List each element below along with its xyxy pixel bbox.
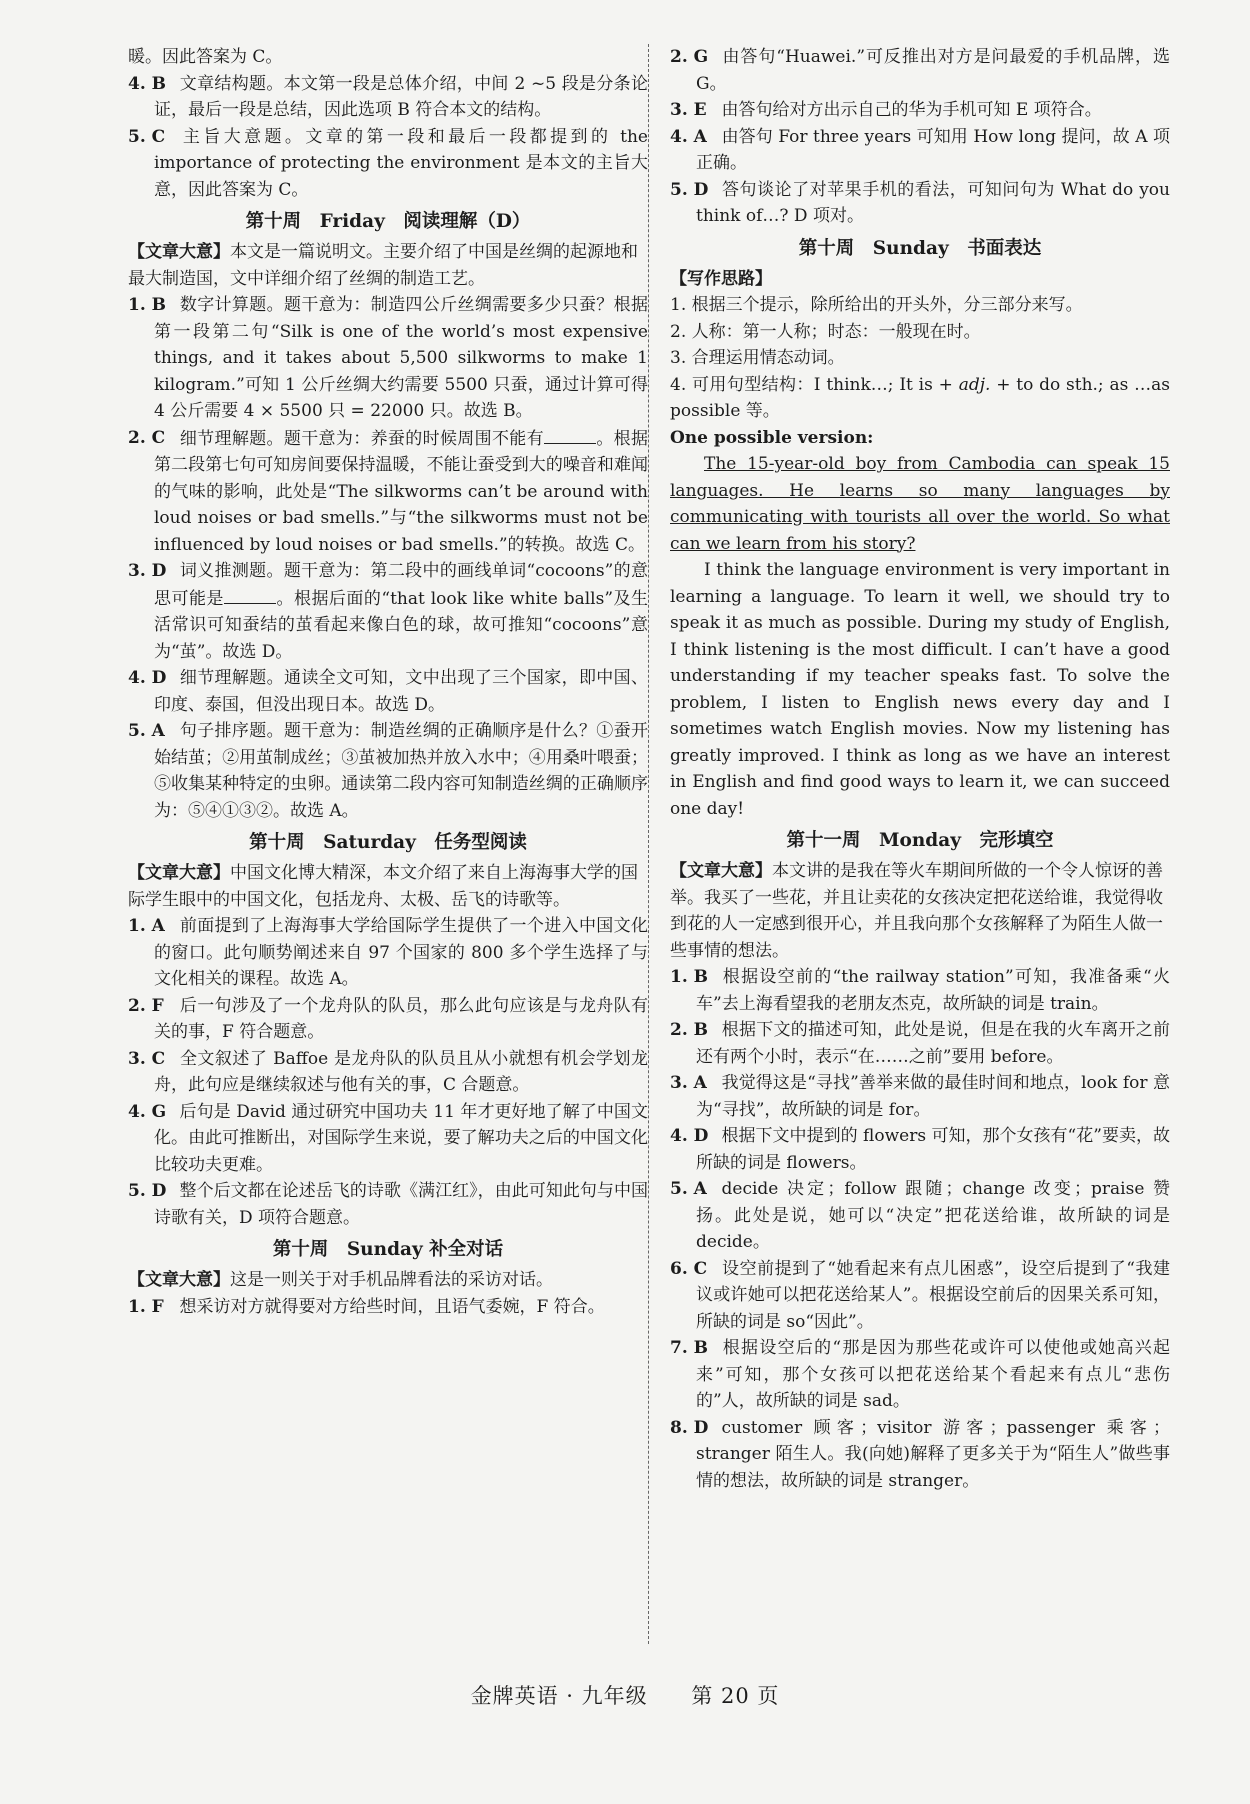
section-title-saturday: 第十周 Saturday 任务型阅读 (249, 832, 527, 853)
answer-text: 词义推测题。题干意为：第二段中的画线单词“cocoons”的意思可能是 (154, 561, 648, 609)
answer-text: 由答句 For three years 可知用 How long 提问，故 A 项正确。 (696, 126, 1170, 173)
answer-item (128, 1294, 648, 1321)
answer-item (128, 718, 648, 824)
writing-point: 2. 人称：第一人称；时态：一般现在时。 (670, 321, 981, 342)
summary-text: 本文讲的是我在等火车期间所做的一个令人惊讶的善举。我买了一些花，并且让卖花的女孩决定把花送给谁，我觉得收到花的人一定感到很开心，并且我向那个女孩解释了为陌生人做一些事情的想法。 (670, 861, 1163, 961)
answer-item (670, 177, 1170, 230)
article-summary (128, 239, 648, 292)
answer-text: 根据设空后的“那是因为那些花或许可以使他或她高兴起来”可知，那个女孩可以把花送给某个看起来有点儿“悲伤的”人，故所缺的词是 sad。 (696, 1338, 1170, 1411)
answer-number: 2. B (670, 1020, 709, 1040)
answer-number: 1. A (128, 916, 165, 936)
answer-number: 2. F (128, 995, 164, 1016)
intro-line: 暖。因此答案为 C。 (128, 47, 283, 67)
answer-text: 后句是 David 通过研究中国功夫 11 年才更好地了解了中国文化。由此可推断出，对国际学生来说，要了解功夫之后的中国文化比较功夫更难。 (154, 1101, 648, 1175)
answer-number: 1. B (670, 967, 709, 987)
answer-number: 4. A (670, 126, 707, 147)
answer-item (128, 1046, 648, 1099)
answer-item (670, 1123, 1170, 1176)
answer-number: 7. B (670, 1338, 709, 1358)
answer-text: 主旨大意题。文章的第一段和最后一段都提到的 the importance of protecting the environment 是本文的主旨大意，因此答案为 C。 (154, 126, 648, 200)
answer-number: 5. D (128, 1181, 167, 1201)
answer-item (670, 1017, 1170, 1070)
answer-item (128, 1178, 648, 1231)
book-title: 金牌英语 · 九年级 (470, 1684, 648, 1708)
article-summary (128, 1267, 648, 1294)
answer-item (128, 292, 648, 425)
answer-item (128, 913, 648, 993)
answer-text: 文章结构题。本文第一段是总体介绍，中间 2 ~5 段是分条论证，最后一段是总结，因此选项 B 符合本文的结构。 (154, 73, 648, 120)
blank-line (224, 585, 276, 604)
answer-text: 前面提到了上海海事大学给国际学生提供了一个进入中国文化的窗口。此句顺势阐述来自 97 个国家的 800 多个学生选择了与文化相关的课程。故选 A。 (154, 916, 648, 989)
writing-point (670, 372, 1170, 425)
answer-item (128, 124, 648, 204)
answer-text-cont: 。根据第二段第七句可知房间要保持温暖，不能让蚕受到大的噪音和难闻的气味的影响，此处是“The silkworms can’t be around with loud noises or bad smells.”与“the silkworms must not be influenced by loud noises or bad smells.”的转换。故选 C。 (154, 428, 649, 555)
answer-text: 细节理解题。题干意为：养蚕的时候周围不能有 (179, 428, 544, 449)
answer-number: 4. D (128, 668, 167, 688)
answer-number: 4. D (670, 1126, 709, 1146)
writing-point: 3. 合理运用情态动词。 (670, 348, 845, 368)
answer-number: 3. E (670, 100, 707, 120)
answer-item (128, 71, 648, 124)
answer-text: 我觉得这是“寻找”善举来做的最佳时间和地点，look for 意为“寻找”，故所缺的词是 for。 (696, 1073, 1170, 1120)
answer-number: 5. A (670, 1179, 707, 1199)
left-column (128, 44, 648, 1320)
summary-text: 这是一则关于对手机品牌看法的采访对话。 (230, 1270, 553, 1290)
answer-item (670, 1176, 1170, 1256)
answer-text: decide 决定；follow 跟随；change 改变；praise 赞扬。此处是说，她可以“决定”把花送给谁，故所缺的词是 decide。 (696, 1179, 1170, 1252)
section-title-friday: 第十周 Friday 阅读理解（D） (245, 211, 531, 232)
answer-text: 根据下文中提到的 flowers 可知，那个女孩有“花”要卖，故所缺的词是 flowers。 (696, 1126, 1170, 1173)
writing-tag: 【写作思路】 (670, 268, 772, 289)
answer-number: 3. C (128, 1048, 166, 1069)
answer-text: 设空前提到了“她看起来有点儿困惑”，设空后提到了“我建议或许她可以把花送给某人”。根据设空前后的因果关系可知，所缺的词是 so“因此”。 (696, 1258, 1170, 1332)
answer-number: 3. A (670, 1073, 707, 1093)
answer-text: 整个后文都在论述岳飞的诗歌《满江红》，由此可知此句与中国诗歌有关，D 项符合题意。 (154, 1181, 648, 1228)
writing-point-text-cont: + to do sth.; as …as possible 等。 (670, 374, 1170, 421)
article-summary (128, 860, 648, 913)
answer-item (670, 1335, 1170, 1415)
answer-text: 答句谈论了对苹果手机的看法，可知问句为 What do you think of…? D 项对。 (696, 179, 1170, 226)
answer-number: 1. B (128, 295, 167, 315)
answer-number: 1. F (128, 1296, 164, 1317)
answer-item (128, 425, 648, 559)
answer-item (128, 1099, 648, 1179)
answer-item (128, 665, 648, 718)
answer-text: 句子排序题。题干意为：制造丝绸的正确顺序是什么？①蚕开始结茧；②用茧制成丝；③茧被加热并放入水中；④用桑叶喂蚕；⑤收集某种特定的虫卵。通读第二段内容可知制造丝绸的正确顺序为：⑤④①③②。故选 A。 (154, 721, 648, 821)
answer-item (670, 97, 1170, 124)
column-divider (648, 44, 649, 1644)
answer-text: 由答句“Huawei.”可反推出对方是问最爱的手机品牌，选 G。 (696, 47, 1170, 94)
answer-item (670, 1070, 1170, 1123)
answer-text: 想采访对方就得要对方给些时间，且语气委婉，F 符合。 (179, 1296, 605, 1317)
answer-number: 5. C (128, 126, 166, 147)
summary-text: 本文是一篇说明文。主要介绍了中国是丝绸的起源地和最大制造国，文中详细介绍了丝绸的制造工艺。 (128, 242, 638, 289)
section-title-writing: 第十周 Sunday 书面表达 (798, 237, 1042, 259)
answer-text: 后一句涉及了一个龙舟队的队员，那么此句应该是与龙舟队有关的事，F 符合题意。 (154, 995, 648, 1042)
answer-number: 5. A (128, 721, 165, 741)
answer-text: customer 顾客；visitor 游客；passenger 乘客；stranger 陌生人。我(向她)解释了更多关于为“陌生人”做些事情的想法，故所缺的词是 stranger。 (696, 1417, 1170, 1491)
section-title-monday: 第十一周 Monday 完形填空 (786, 830, 1054, 851)
answer-item (128, 993, 648, 1046)
summary-tag: 【文章大意】 (128, 242, 230, 262)
version-label: One possible version: (670, 427, 874, 448)
right-column (670, 44, 1170, 1494)
answer-text: 根据设空前的“the railway station”可知，我准备乘“火车”去上海看望我的老朋友杰克，故所缺的词是 train。 (696, 967, 1170, 1014)
writing-point-text: 4. 可用句型结构：I think…; It is + (670, 374, 959, 395)
answer-number: 6. C (670, 1258, 708, 1279)
summary-tag: 【文章大意】 (128, 1270, 230, 1290)
blank-line (544, 425, 596, 444)
summary-tag: 【文章大意】 (128, 863, 230, 883)
answer-text: 数字计算题。题干意为：制造四公斤丝绸需要多少只蚕？根据第一段第二句“Silk is one of the world’s most expensive things, and it takes about 5,500 silkworms to make 1 kilogram.”可知 1 公斤丝绸大约需要 5500 只蚕，通过计算可得 4 公斤需要 4 × 5500 只 = 22000 只。故选 B。 (154, 295, 648, 421)
answer-text-cont: 。根据后面的“that look like white balls”及生活常识可知蚕结的茧看起来像白色的球，故可推知“cocoons”意为“茧”。故选 D。 (154, 588, 648, 662)
answer-item (128, 558, 648, 665)
answer-text: 细节理解题。通读全文可知，文中出现了三个国家，即中国、印度、泰国，但没出现日本。故选 D。 (154, 668, 648, 715)
answer-number: 2. C (128, 427, 166, 448)
essay-body: I think the language environment is very important in learning a language. To learn it well, we should try to speak it as much as possible. During my study of English, I think listening is the most difficult. I can’t have a good understanding if my teacher speaks fast. To solve the problem, I listen to English news every day and I sometimes watch English movies. Now my listening has greatly improved. I think as long as we have an interest in English and find good ways to learn it, we can succeed one day! (670, 560, 1170, 819)
summary-tag: 【文章大意】 (670, 861, 772, 881)
answer-item (670, 1256, 1170, 1336)
answer-text: 根据下文的描述可知，此处是说，但是在我的火车离开之前还有两个小时，表示“在……之前”要用 before。 (696, 1020, 1170, 1067)
answer-number: 4. B (128, 73, 167, 94)
answer-text: 全文叙述了 Baffoe 是龙舟队的队员且从小就想有机会学划龙舟，此句应是继续叙述与他有关的事，C 合题意。 (154, 1048, 648, 1095)
answer-item (670, 124, 1170, 177)
answer-item (670, 1415, 1170, 1495)
answer-number: 4. G (128, 1101, 167, 1122)
answer-text: 由答句给对方出示自己的华为手机可知 E 项符合。 (721, 100, 1102, 120)
summary-text: 中国文化博大精深，本文介绍了来自上海海事大学的国际学生眼中的中国文化，包括龙舟、太极、岳飞的诗歌等。 (128, 863, 638, 910)
writing-point-adj: adj. (958, 374, 991, 395)
answer-number: 3. D (128, 561, 167, 581)
answer-item (670, 44, 1170, 97)
page-footer (0, 1680, 1250, 1710)
answer-number: 2. G (670, 47, 709, 67)
writing-point: 1. 根据三个提示，除所给出的开头外，分三部分来写。 (670, 295, 1083, 315)
section-title-sunday-dialogue: 第十周 Sunday 补全对话 (272, 1239, 504, 1260)
essay-opening: The 15-year-old boy from Cambodia can speak 15 languages. He learns so many languages by communicating with tourists all over the world. So what can we learn from his story? (670, 454, 1170, 554)
page-number: 第 20 页 (691, 1684, 780, 1708)
answer-item (670, 964, 1170, 1017)
answer-number: 8. D (670, 1417, 709, 1438)
answer-number: 5. D (670, 179, 709, 200)
article-summary (670, 858, 1170, 964)
